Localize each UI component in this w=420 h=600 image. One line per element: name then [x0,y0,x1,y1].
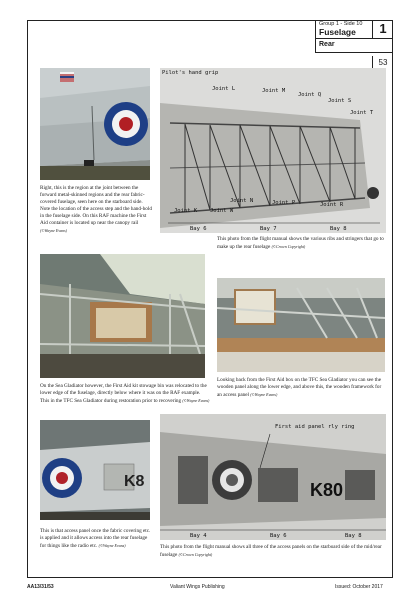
label-joint-q: Joint Q [298,92,322,98]
label-bay-6: Bay 6 [270,533,287,539]
photo-wooden-panel [217,278,385,372]
caption-manual-frame [217,236,385,251]
label-joint-l: Joint L [212,86,236,92]
photo-fuselage-joint [40,68,150,180]
photo-stowage-bin [40,254,205,378]
caption-manual-access-panels [160,544,386,559]
label-joint-p: Joint P [272,200,296,206]
caption-wooden-panel [217,377,385,399]
photo-credit: (©Crown Copyright) [178,552,213,557]
stowage-bin-image [40,254,205,378]
label-joint-k: Joint K [174,208,198,214]
photo-credit: (©Wayne Evans) [98,543,126,548]
photo-manual-access-panels [160,414,386,540]
label-joint-w: Joint W [210,208,234,214]
caption-stowage-bin [40,383,210,405]
footer-code: AA13/31/53 [27,584,54,590]
photo-credit: (©Crown Copyright) [271,244,306,249]
caption-access-panel [40,528,153,550]
label-first-aid-panel: First aid panel rly ring [275,424,355,430]
caption-text: This photo from the flight manual shows all three of the access panels on the starboard side of the mid/rear fuselage [160,544,382,558]
label-joint-m: Joint M [262,88,286,94]
photo-credit: (©Wayne Evans) [182,398,210,403]
label-joint-r: Joint R [320,202,344,208]
label-pilot-hand-grip: Pilot's hand grip [162,70,219,76]
caption-text: This photo from the flight manual shows the various ribs and stringers that go to make up the rear fuselage [217,236,384,250]
label-bay-8: Bay 8 [345,533,362,539]
access-panel-image [40,420,150,520]
page-number: 53 [372,56,393,70]
caption-text: This is that access panel once the fabric covering etc. is applied and it allows access into the rear fuselage for things like the radio etc. [40,528,151,549]
aircraft-serial: K8 [124,473,145,490]
manual-frame-image [160,68,386,233]
label-joint-s: Joint S [328,98,352,104]
photo-manual-frame [160,68,386,233]
wooden-panel-image [217,278,385,372]
header-row-section [315,20,392,39]
aircraft-serial: K80 [310,480,344,500]
label-bay-7: Bay 7 [260,226,277,232]
group-side-label: Group 1 - Side 10 [319,21,363,27]
footer-publisher: Valiant Wings Publishing [170,584,225,590]
caption-text: Right, this is the region at the joint between the forward metal-skinned regions and the rear fabric-covered fuselage, seen here on the starboard side. Note the location of the access step and the hand-hold in the fuselage side. On this RAF machine the First Aid container is located up near the canopy rail [40,185,152,226]
section-title: Fuselage [319,27,356,37]
header-row-subsection [315,38,392,67]
caption-text: On the Sea Gladiator however, the First Aid kit stowage bin was relocated to the lower edge of the fuselage, directly below where it was on the RAF example. This in the TFC Sea Gladiator during restoration prior to recovering [40,383,207,404]
photo-access-panel [40,420,150,520]
footer-issued: Issued: October 2017 [335,584,383,590]
subsection-title: Rear [319,41,335,48]
label-bay-8: Bay 8 [330,226,347,232]
label-joint-t: Joint T [350,110,374,116]
label-joint-n: Joint N [230,198,254,204]
chapter-number: 1 [372,20,393,38]
fuselage-joint-image [40,68,150,180]
label-bay-4: Bay 4 [190,533,207,539]
caption-fuselage-joint [40,185,153,235]
label-bay-6: Bay 6 [190,226,207,232]
photo-credit: (©Wayne Evans) [40,228,67,233]
caption-text: Looking back from the First Aid box on the TFC Sea Gladiator you can see the wooden panel along the lower edge, and above this, the wooden framework for an access panel [217,377,382,398]
manual-access-panels-image [160,414,386,540]
page-header [315,20,391,67]
photo-credit: (©Wayne Evans) [250,392,278,397]
